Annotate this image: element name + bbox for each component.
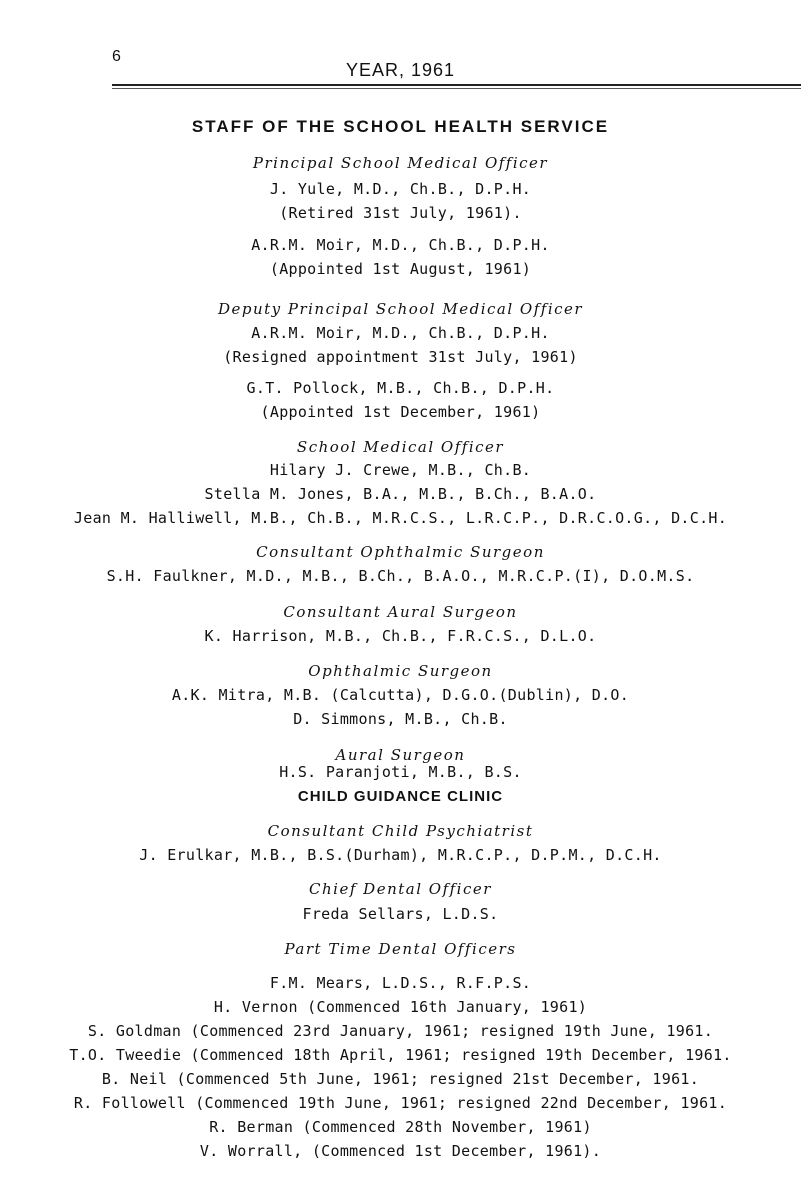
page-number: 6 — [112, 48, 121, 65]
staff-note: (Resigned appointment 31st July, 1961) — [223, 348, 578, 366]
staff-entry: R. Berman (Commenced 28th November, 1961) — [209, 1118, 592, 1136]
staff-entry: Stella M. Jones, B.A., M.B., B.Ch., B.A.O. — [204, 485, 597, 503]
document-title: STAFF OF THE SCHOOL HEALTH SERVICE — [191, 117, 610, 136]
staff-entry: A.R.M. Moir, M.D., Ch.B., D.P.H. — [251, 324, 550, 342]
staff-note: (Retired 31st July, 1961). — [279, 204, 522, 222]
staff-entry: H. Vernon (Commenced 16th January, 1961) — [213, 998, 588, 1016]
staff-entry: Jean M. Halliwell, M.B., Ch.B., M.R.C.S., L.R.C.P., D.R.C.O.G., D.C.H. — [73, 509, 728, 527]
staff-entry: S. Goldman (Commenced 23rd January, 1961; resigned 19th June, 1961. — [87, 1022, 714, 1040]
staff-note: (Appointed 1st December, 1961) — [260, 403, 541, 421]
staff-entry: J. Erulkar, M.B., B.S.(Durham), M.R.C.P., D.P.M., D.C.H. — [139, 846, 662, 864]
header-rule — [112, 84, 801, 86]
staff-note: (Appointed 1st August, 1961) — [269, 260, 532, 278]
staff-entry: B. Neil (Commenced 5th June, 1961; resigned 21st December, 1961. — [101, 1070, 700, 1088]
role-heading-chief-dental: Chief Dental Officer — [309, 880, 492, 898]
staff-entry: V. Worrall, (Commenced 1st December, 1961). — [199, 1142, 602, 1160]
staff-entry: F.M. Mears, L.D.S., R.F.P.S. — [269, 974, 532, 992]
role-heading-deputy: Deputy Principal School Medical Officer — [217, 300, 584, 318]
header-rule-thin — [112, 88, 801, 89]
running-head: YEAR, 1961 — [345, 60, 456, 80]
role-heading-principal: Principal School Medical Officer — [252, 154, 549, 172]
role-heading-school-medical: School Medical Officer — [296, 438, 505, 456]
staff-entry: S.H. Faulkner, M.D., M.B., B.Ch., B.A.O., M.R.C.P.(I), D.O.M.S. — [106, 567, 695, 585]
role-heading-aural: Aural Surgeon — [335, 746, 466, 764]
staff-entry: J. Yule, M.D., Ch.B., D.P.H. — [269, 180, 532, 198]
staff-entry: A.K. Mitra, M.B. (Calcutta), D.G.O.(Dublin), D.O. — [171, 686, 630, 704]
role-heading-ophthalmic: Ophthalmic Surgeon — [308, 662, 493, 680]
role-heading-part-time-dental: Part Time Dental Officers — [284, 940, 517, 958]
staff-entry: K. Harrison, M.B., Ch.B., F.R.C.S., D.L.O. — [204, 627, 597, 645]
staff-entry: T.O. Tweedie (Commenced 18th April, 1961; resigned 19th December, 1961. — [69, 1046, 732, 1064]
staff-entry: Freda Sellars, L.D.S. — [302, 905, 499, 923]
staff-entry: R. Followell (Commenced 19th June, 1961; resigned 22nd December, 1961. — [73, 1094, 728, 1112]
staff-entry: H.S. Paranjoti, M.B., B.S. — [279, 763, 522, 781]
section-heading-child-guidance: CHILD GUIDANCE CLINIC — [297, 788, 504, 805]
role-heading-consultant-aural: Consultant Aural Surgeon — [283, 603, 518, 621]
role-heading-child-psychiatrist: Consultant Child Psychiatrist — [267, 822, 534, 840]
staff-entry: D. Simmons, M.B., Ch.B. — [293, 710, 508, 728]
staff-entry: Hilary J. Crewe, M.B., Ch.B. — [269, 461, 532, 479]
staff-entry: A.R.M. Moir, M.D., Ch.B., D.P.H. — [251, 236, 550, 254]
staff-entry: G.T. Pollock, M.B., Ch.B., D.P.H. — [246, 379, 555, 397]
role-heading-consultant-ophthalmic: Consultant Ophthalmic Surgeon — [256, 543, 545, 561]
